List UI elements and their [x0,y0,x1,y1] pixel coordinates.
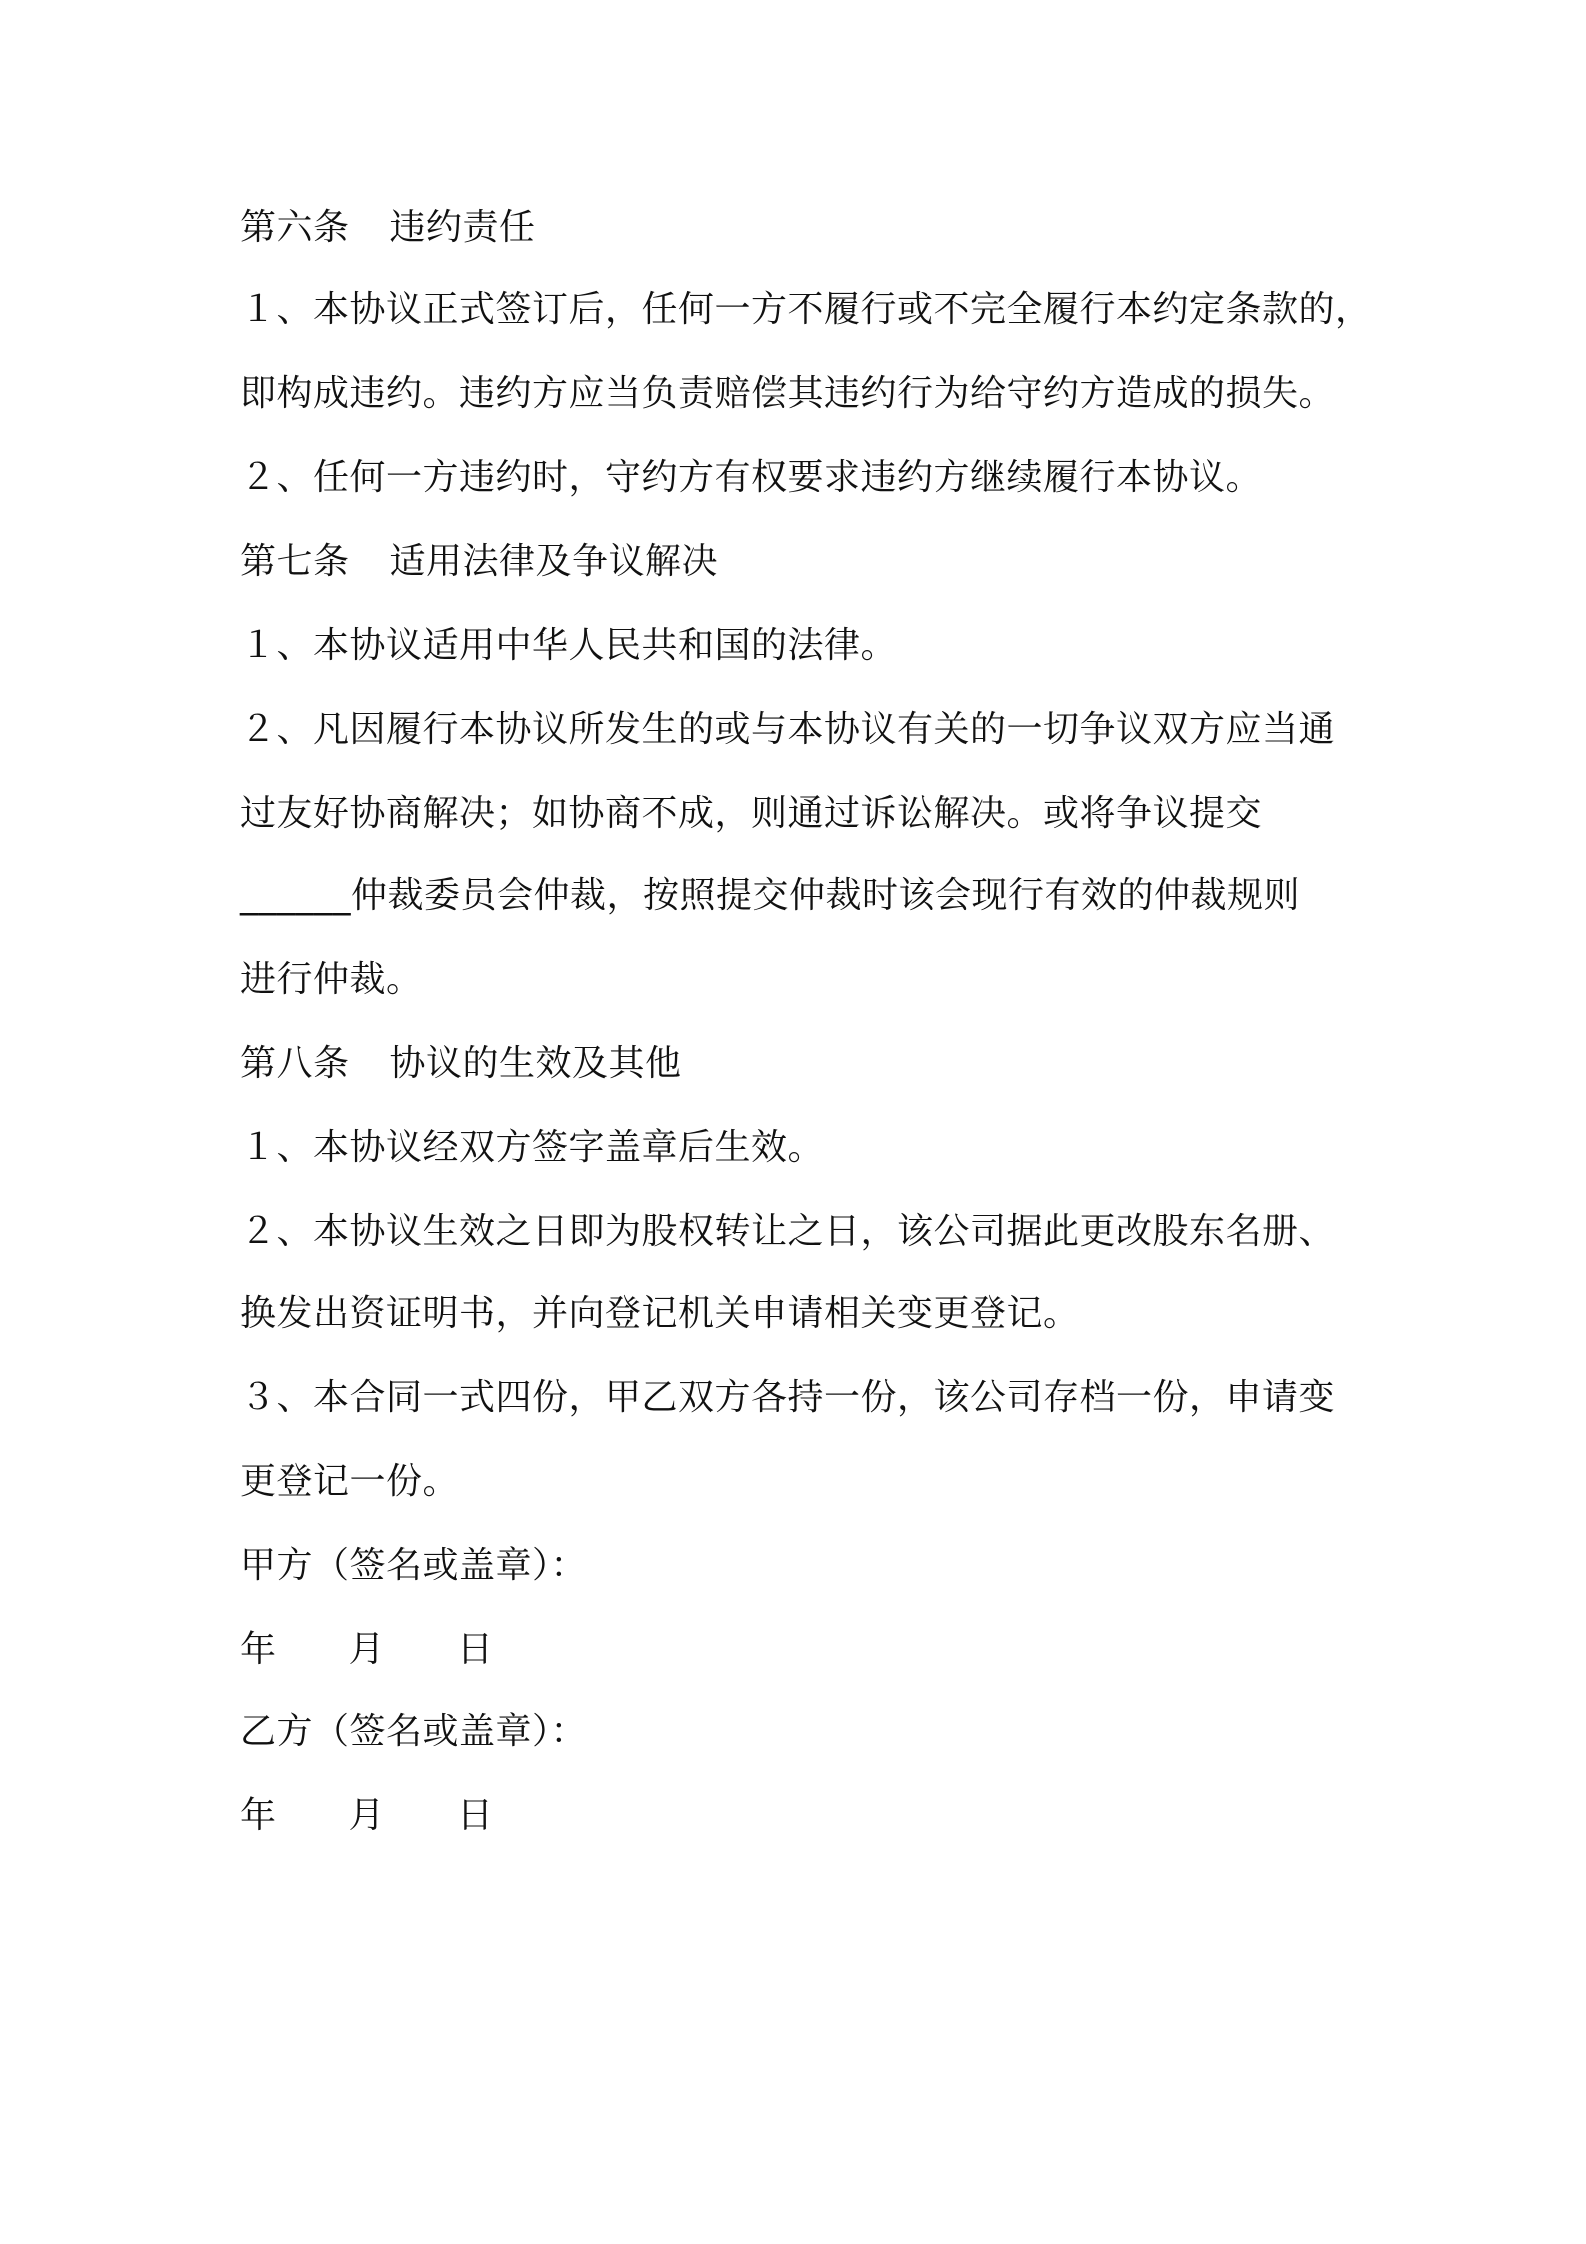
article-7-clause-1: １、本协议适用中华人民共和国的法律。 [240,625,898,666]
party-a-date [240,1626,1360,1674]
article-7-number: 第七条 [240,541,350,582]
article-6-clause-2: ２、任何一方违约时，守约方有权要求违约方继续履行本协议。 [240,457,1263,498]
article-7-title: 适用法律及争议解决 [389,541,719,582]
party-a-year: 年 [240,1629,277,1670]
article-8-clause-1: １、本协议经双方签字盖章后生效。 [240,1127,825,1168]
article-8-heading [240,1040,1360,1088]
article-7-heading [240,538,1360,586]
article-6-number: 第六条 [240,207,350,248]
party-b-month: 月 [348,1795,386,1836]
party-a-month: 月 [348,1629,386,1670]
party-b-signature-label: 乙方（签名或盖章）： [240,1711,588,1752]
article-8-clause-2-line-2: 换发出资证明书，并向登记机关申请相关变更登记。 [240,1293,1080,1334]
party-b-year: 年 [240,1795,277,1836]
article-6-clause-1-line-2: 即构成违约。违约方应当负责赔偿其违约行为给守约方造成的损失。 [240,373,1336,414]
article-8-title: 协议的生效及其他 [389,1043,682,1084]
party-b-date [240,1792,1360,1840]
article-7-clause-2-line-3: ______仲裁委员会仲裁，按照提交仲裁时该会现行有效的仲裁规则 [240,875,1301,916]
article-6-title: 违约责任 [389,207,536,248]
party-a-signature-label: 甲方（签名或盖章）： [240,1545,588,1586]
party-b-day: 日 [457,1795,494,1836]
article-7-clause-2-line-2: 过友好协商解决；如协商不成，则通过诉讼解决。或将争议提交 [240,793,1263,834]
article-8-number: 第八条 [240,1043,350,1084]
party-a-day: 日 [457,1629,494,1670]
article-8-clause-2-line-1: ２、本协议生效之日即为股权转让之日，该公司据此更改股东名册、 [240,1211,1336,1252]
article-8-clause-3-line-2: 更登记一份。 [240,1461,460,1502]
article-8-clause-3-line-1: ３、本合同一式四份，甲乙双方各持一份，该公司存档一份，申请变 [240,1377,1336,1418]
article-7-clause-2-line-4: 进行仲裁。 [240,959,423,1000]
article-6-heading [240,204,1360,252]
article-7-clause-2-line-1: ２、凡因履行本协议所发生的或与本协议有关的一切争议双方应当通 [240,709,1336,750]
article-6-clause-1-line-1: １、本协议正式签订后，任何一方不履行或不完全履行本约定条款的， [240,289,1372,330]
